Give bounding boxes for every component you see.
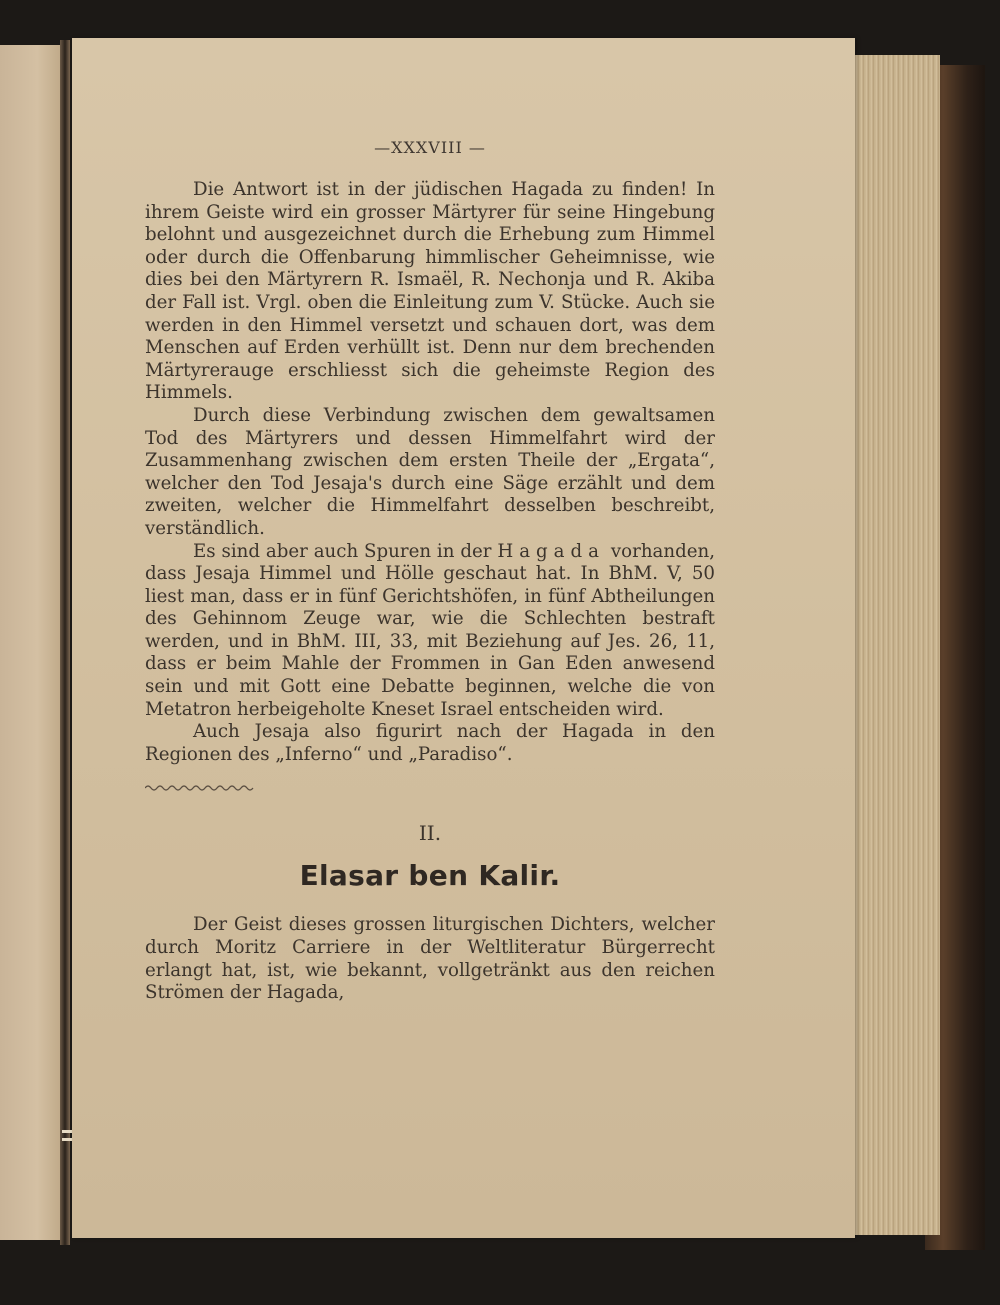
wavy-divider (145, 784, 255, 792)
page-number: —XXXVIII — (374, 138, 486, 157)
paragraph-2: Durch diese Verbindung zwischen dem gewaltsamen Tod des Märtyrers und dessen Himmelfahrt wird der Zusammenhang zwischen dem ersten Theile der „Ergata“, welcher den Tod Jesaja's durch eine Säge erzählt und dem zweiten, welcher die Himmelfahrt desselben beschreibt, verständlich. (145, 404, 715, 539)
paragraph-3-start: Es sind aber auch Spuren in der (193, 540, 498, 562)
paragraph-3 (145, 541, 715, 722)
page-fore-edge (845, 55, 940, 1235)
page-content (145, 138, 715, 1005)
paragraph-4: Auch Jesaja also figurirt nach der Hagada in den Regionen des „Inferno“ und „Paradiso“. (145, 721, 715, 765)
section-title: Elasar ben Kalir. (299, 859, 561, 893)
paragraph-5: Der Geist dieses grossen liturgischen Dichters, welcher durch Moritz Carriere in der Weltliteratur Bürgerrecht erlangt hat, ist, wie bekannt, vollgetränkt aus den reichen Strömen der Hagada, (145, 914, 715, 1004)
paragraph-3-rest: vorhanden, dass Jesaja Himmel und Hölle geschaut hat. In BhM. V, 50 liest man, dass er in fünf Gerichtshöfen, in fünf Abtheilungen des Gehinnom Zeuge war, wie die Schlechten bestraft werden, und in BhM. III, 33, mit Beziehung auf Jes. 26, 11, dass er beim Mahle der Frommen in Gan Eden anwesend sein und mit Gott eine Debatte beginnen, welche die von Metatron herbeigeholte Kneset Israel entscheiden wird. (145, 540, 715, 720)
right-page (72, 38, 855, 1238)
paragraph-1: Die Antwort ist in der jüdischen Hagada zu finden! In ihrem Geiste wird ein grosser Märtyrer für seine Hingebung belohnt und ausgezeichnet durch die Erhebung zum Himmel oder durch die Offenbarung himmlischer Geheimnisse, wie dies bei den Märtyrern R. Ismaël, R. Nechonja und R. Akiba der Fall ist. Vrgl. oben die Einleitung zum V. Stücke. Auch sie werden in den Himmel versetzt und schauen dort, was dem Menschen auf Erden verhüllt ist. Denn nur dem brechenden Märtyrerauge erschliesst sich die geheimste Region des Himmels. (145, 179, 715, 404)
left-page-edge (0, 45, 62, 1240)
section-number: II. (418, 821, 442, 846)
paragraph-3-spaced-word: Hagada (497, 540, 606, 562)
book-gutter (60, 40, 70, 1245)
